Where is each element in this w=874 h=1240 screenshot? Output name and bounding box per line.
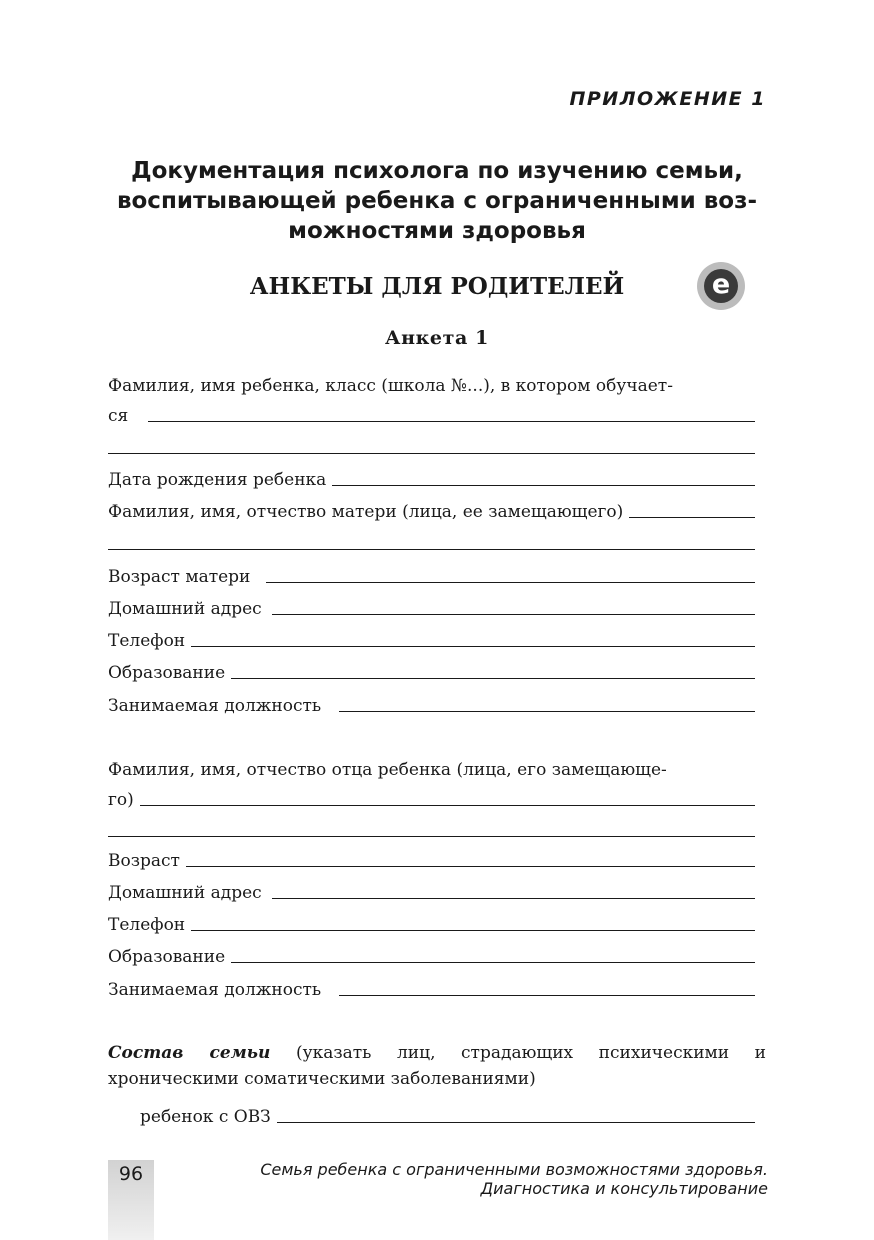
father-phone-field: [108, 911, 755, 935]
family-composition: [108, 1040, 766, 1092]
father-phone-input[interactable]: [191, 929, 755, 931]
father-position-input[interactable]: [339, 994, 755, 996]
child-disability-field: [140, 1103, 755, 1127]
title-line-3: можностями здоровья: [288, 218, 586, 244]
father-age-input[interactable]: [186, 865, 755, 867]
mother-position-field: [108, 692, 755, 716]
mother-education-input[interactable]: [231, 677, 755, 679]
father-position-label: Занимаемая должность: [108, 980, 322, 1000]
mother-phone-label: Телефон: [108, 631, 186, 651]
father-name-input-2[interactable]: [108, 835, 755, 837]
father-age-field: [108, 847, 755, 871]
father-phone-label: Телефон: [108, 915, 186, 935]
mother-position-input[interactable]: [339, 710, 755, 712]
child-name-label-cont: ся: [108, 406, 129, 426]
page-number: 96: [118, 1163, 144, 1185]
mother-age-input[interactable]: [266, 581, 755, 583]
mother-name-input[interactable]: [629, 516, 755, 518]
document-title: [110, 156, 764, 246]
child-disability-label: ребенок с ОВЗ: [140, 1107, 271, 1127]
child-name-field-cont: [108, 402, 755, 426]
mother-name-label: Фамилия, имя, отчество матери (лица, ее замещающего): [108, 502, 624, 522]
electronic-resource-icon: [697, 262, 745, 310]
family-composition-description: (указать лиц, страдающих психическими и хроническими соматическими заболеваниями): [108, 1043, 767, 1089]
father-address-input[interactable]: [272, 897, 755, 899]
mother-address-field: [108, 595, 755, 619]
child-birthdate-input[interactable]: [332, 484, 755, 486]
father-name-field: [108, 760, 755, 780]
child-name-extra-line: [108, 434, 755, 458]
mother-phone-field: [108, 627, 755, 651]
footer-line-2: Диагностика и консультирование: [480, 1179, 768, 1198]
father-education-input[interactable]: [231, 961, 755, 963]
mother-position-label: Занимаемая должность: [108, 696, 322, 716]
father-education-field: [108, 943, 755, 967]
father-name-field-cont: [108, 786, 755, 810]
child-birthdate-label: Дата рождения ребенка: [108, 470, 327, 490]
father-address-field: [108, 879, 755, 903]
mother-name-field: [108, 498, 755, 522]
child-disability-input[interactable]: [277, 1121, 755, 1123]
mother-education-label: Образование: [108, 663, 226, 683]
child-name-input[interactable]: [148, 420, 755, 422]
footer-line-1: Семья ребенка с ограниченными возможностями здоровья.: [260, 1160, 768, 1179]
father-name-extra-line: [108, 817, 755, 841]
child-name-field: [108, 376, 755, 396]
father-age-label: Возраст: [108, 851, 180, 871]
child-name-input-2[interactable]: [108, 452, 755, 454]
family-composition-heading: Состав семьи: [108, 1043, 271, 1063]
title-line-1: Документация психолога по изучению семьи,: [131, 158, 743, 184]
appendix-label: ПРИЛОЖЕНИЕ 1: [569, 88, 766, 110]
father-name-input[interactable]: [140, 804, 755, 806]
child-name-label: Фамилия, имя ребенка, класс (школа №...), в котором обучает-: [108, 376, 673, 396]
badge-letter: e: [704, 269, 738, 303]
child-birthdate-field: [108, 466, 755, 490]
mother-age-label: Возраст матери: [108, 567, 251, 587]
father-education-label: Образование: [108, 947, 226, 967]
father-address-label: Домашний адрес: [108, 883, 262, 903]
mother-education-field: [108, 659, 755, 683]
father-position-field: [108, 976, 755, 1000]
father-name-label-cont: го): [108, 790, 134, 810]
questionnaire-title: Анкета 1: [385, 327, 489, 349]
mother-phone-input[interactable]: [191, 645, 755, 647]
title-line-2: воспитывающей ребенка с ограниченными воз-: [116, 188, 758, 214]
mother-age-field: [108, 563, 755, 587]
father-name-label: Фамилия, имя, отчество отца ребенка (лица, его замещающе-: [108, 760, 667, 780]
running-footer: [260, 1160, 768, 1198]
mother-name-extra-line: [108, 530, 755, 554]
mother-name-input-2[interactable]: [108, 548, 755, 550]
section-title: АНКЕТЫ ДЛЯ РОДИТЕЛЕЙ: [249, 273, 625, 300]
mother-address-input[interactable]: [272, 613, 755, 615]
mother-address-label: Домашний адрес: [108, 599, 262, 619]
